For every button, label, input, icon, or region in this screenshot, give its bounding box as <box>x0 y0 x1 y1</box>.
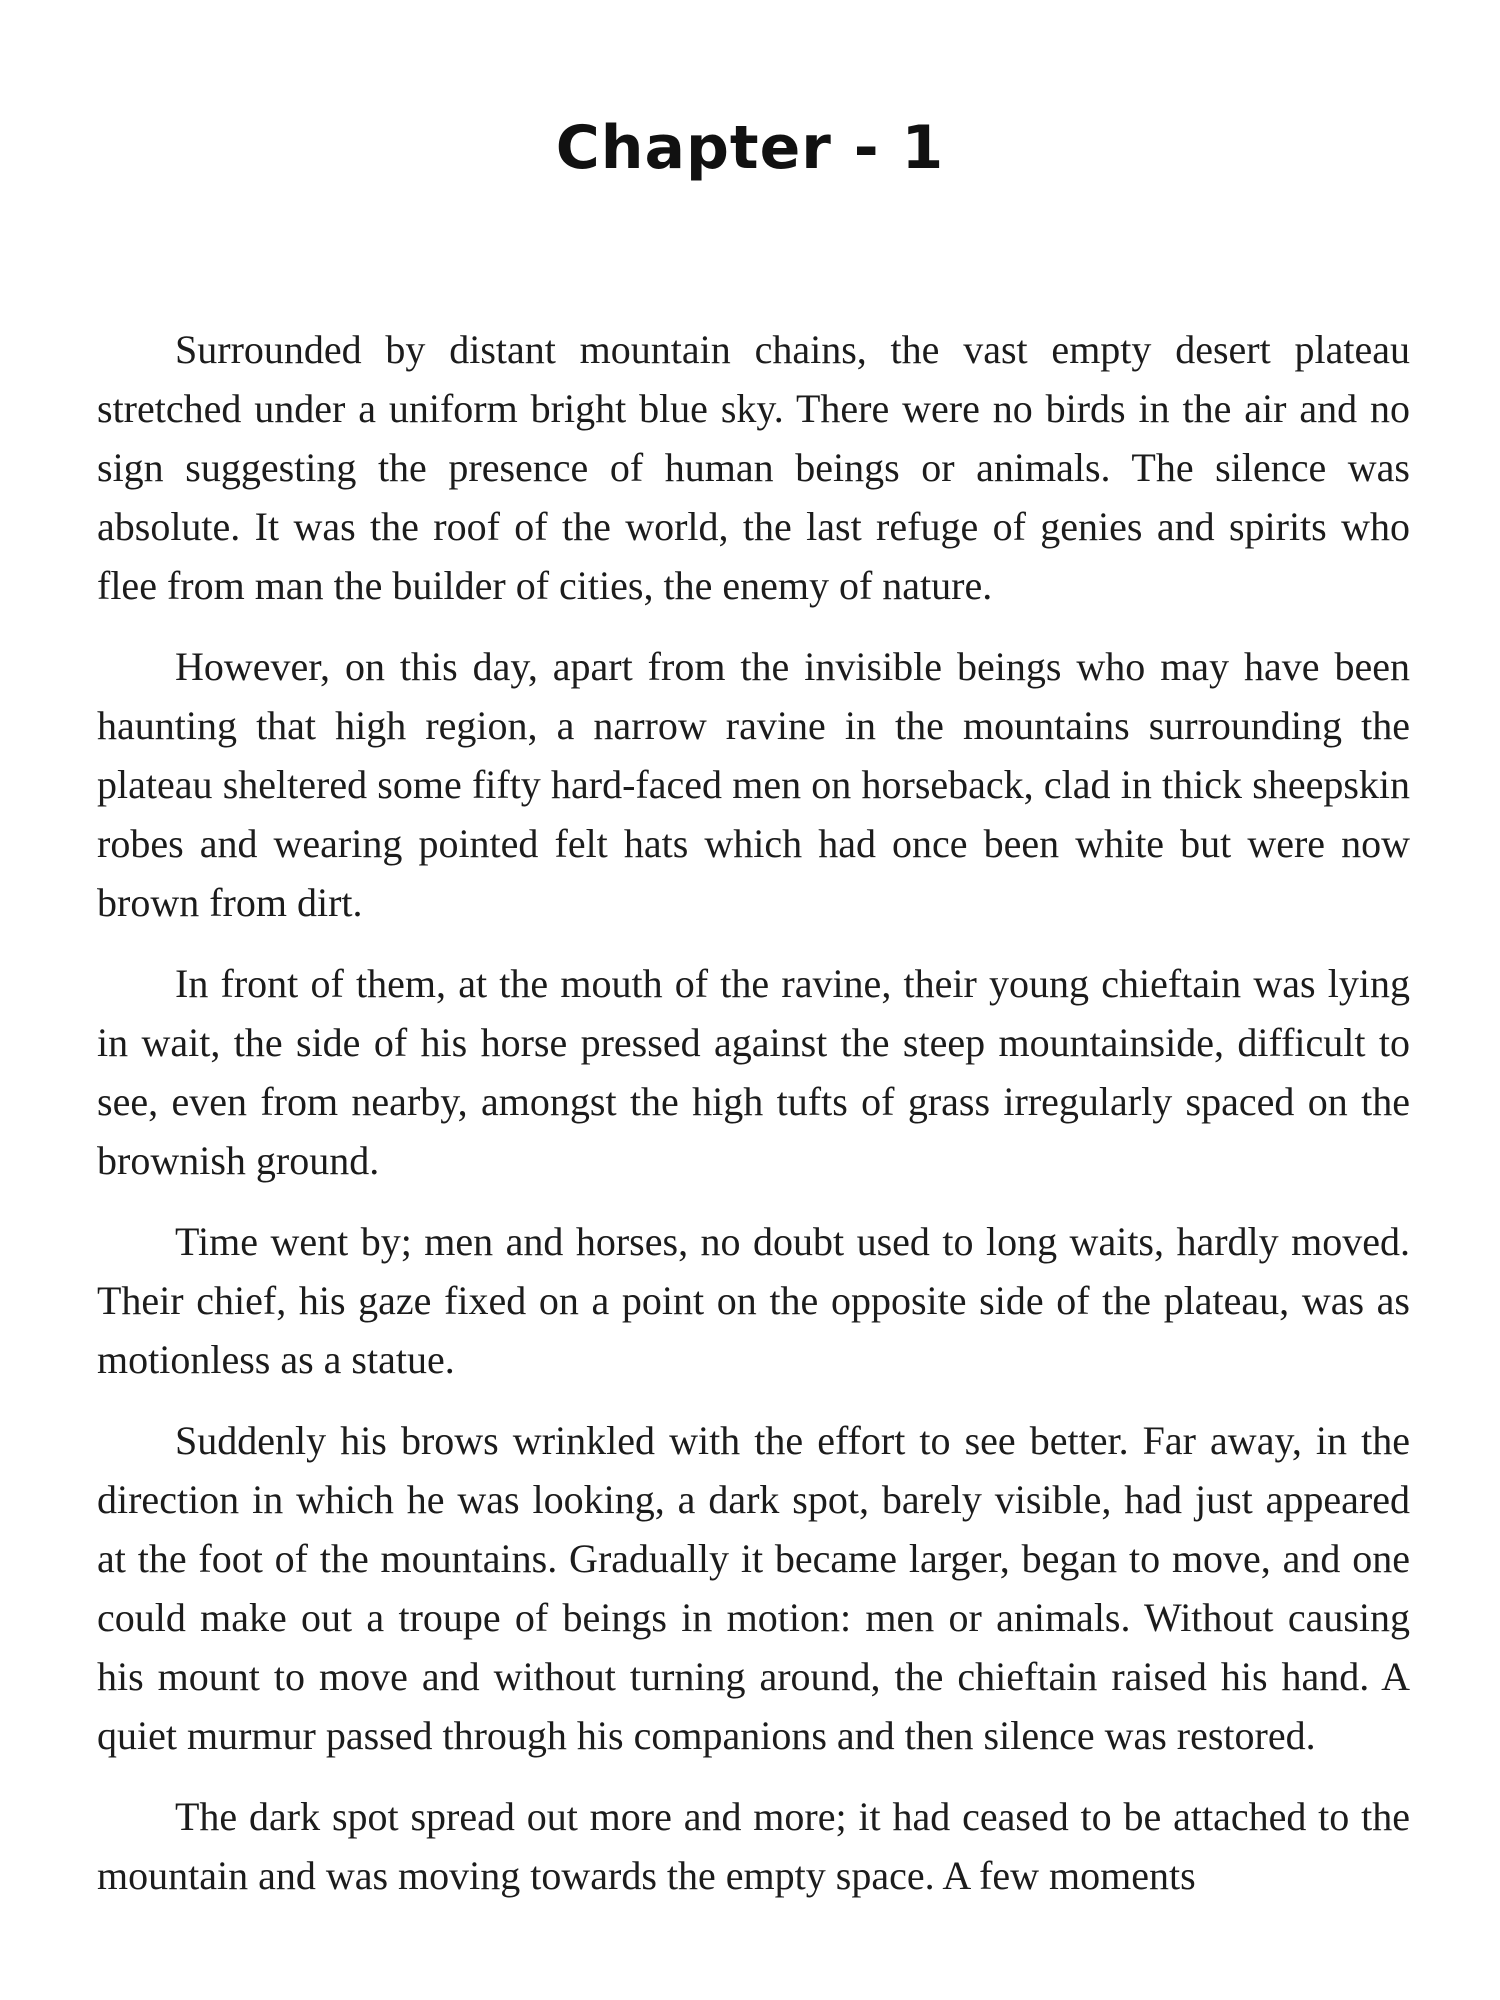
chapter-title: Chapter - 1 <box>555 113 945 183</box>
paragraph: In front of them, at the mouth of the ravine, their young chieftain was lying in wait, the side of his horse pressed against the steep mountainside, difficult to see, even from nearby, amongst the high tufts of grass irregularly spaced on the brownish ground. <box>97 961 1410 1183</box>
paragraph: Time went by; men and horses, no doubt used to long waits, hardly moved. Their chief, his gaze fixed on a point on the opposite side of the plateau, was as motionless as a statue. <box>97 1219 1410 1382</box>
paragraph: However, on this day, apart from the invisible beings who may have been haunting that high region, a narrow ravine in the mountains surrounding the plateau sheltered some fifty hard-faced men on horseback, clad in thick sheepskin robes and wearing pointed felt hats which had once been white but were now brown from dirt. <box>97 644 1410 925</box>
paragraph: Suddenly his brows wrinkled with the effort to see better. Far away, in the direction in which he was looking, a dark spot, barely visible, had just appeared at the foot of the mountains. Gradually it became larger, began to move, and one could make out a troupe of beings in motion: men or animals. Without causing his mount to move and without turning around, the chieftain raised his hand. A quiet murmur passed through his companions and then silence was restored. <box>97 1418 1410 1758</box>
chapter-body <box>97 320 1410 1905</box>
paragraph: Surrounded by distant mountain chains, the vast empty desert plateau stretched under a uniform bright blue sky. There were no birds in the air and no sign suggesting the presence of human beings or animals. The silence was absolute. It was the roof of the world, the last refuge of genies and spirits who flee from man the builder of cities, the enemy of nature. <box>97 327 1410 608</box>
paragraph: The dark spot spread out more and more; it had ceased to be attached to the mountain and was moving towards the empty space. A few moments <box>97 1794 1410 1898</box>
